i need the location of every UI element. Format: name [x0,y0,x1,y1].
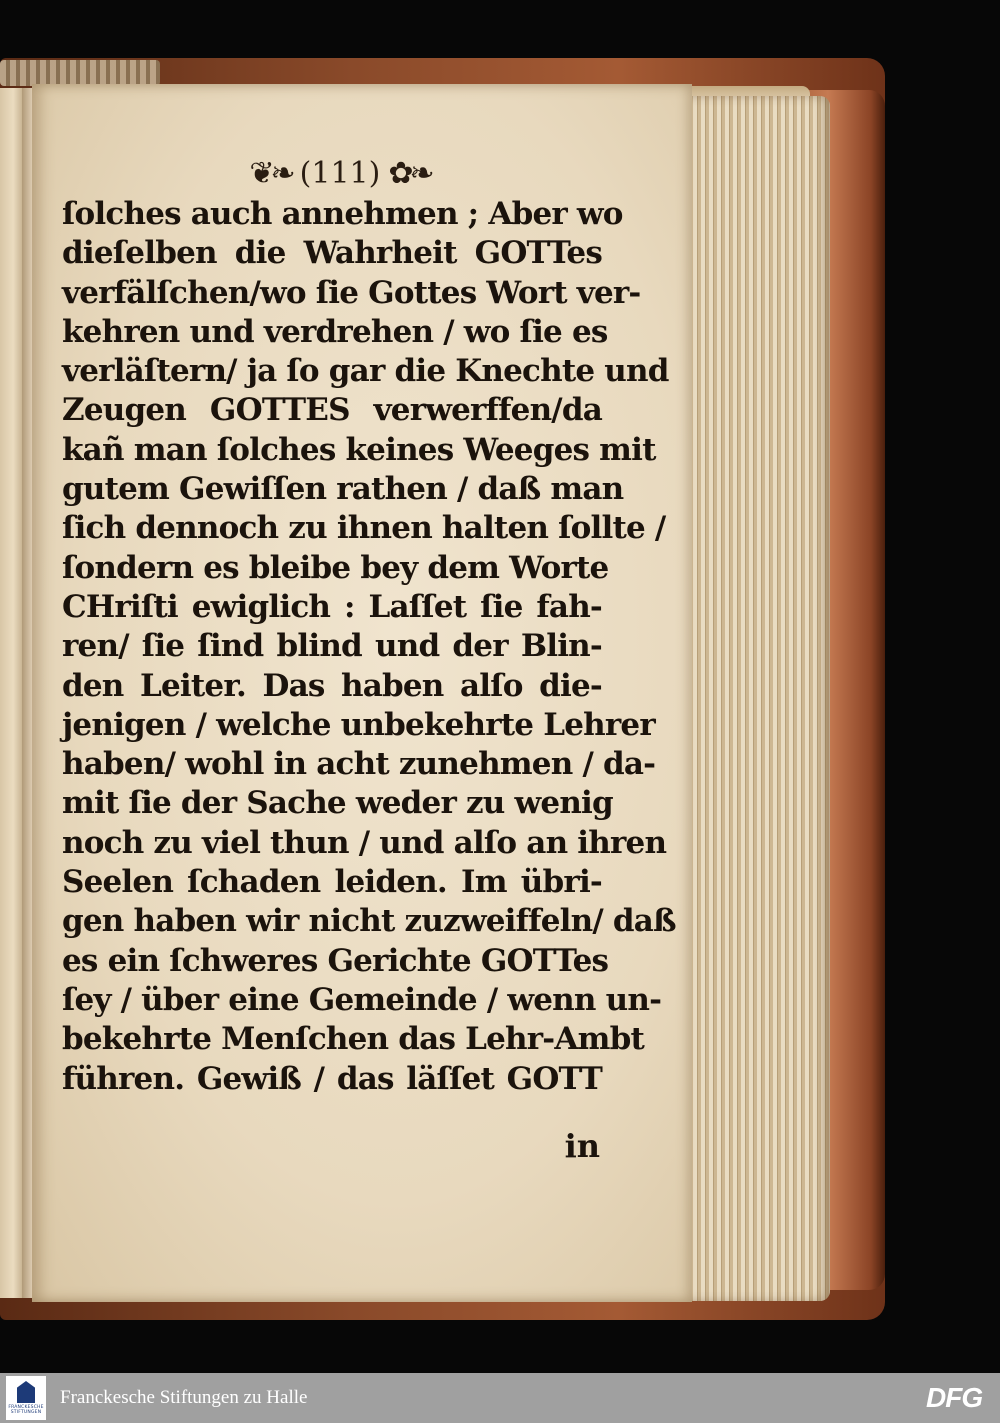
logo-text: FRANCKESCHE STIFTUNGEN [8,1405,44,1415]
text-line: dieſelben die Wahrheit GOTTes [62,235,602,272]
text-line: ſolches auch annehmen ; Aber wo [62,196,623,232]
text-line: kañ man ſolches keines Weeges mit [62,431,656,468]
text-line: ren/ ſie ſind blind und der Blin- [62,628,602,665]
text-line: den Leiter. Das haben alſo die- [62,667,602,704]
text-line: Seelen ſchaden leiden. Im übri- [62,864,602,901]
page-block-edge [690,96,830,1301]
book-headband [0,60,160,86]
text-line: führen. Gewiß / das läſſet GOTT [62,1060,602,1097]
text-line: verfälſchen/wo ſie Gottes Wort ver- [62,274,641,311]
text-line: kehren und verdrehen / wo ſie es [62,313,608,350]
logo-emblem [17,1381,35,1403]
text-line: haben/ wohl in acht zunehmen / da- [62,746,656,783]
text-line: ſondern es bleibe bey dem Worte [62,549,609,586]
text-line: Zeugen GOTTES verwerffen/da [62,392,602,429]
dfg-logo-icon[interactable]: DFG [926,1382,983,1413]
text-line: ſey / über eine Gemeinde / wenn un- [62,981,662,1018]
text-line: gutem Gewiſſen rathen / daß man [62,471,624,508]
page-number: (111) [299,155,381,191]
previous-page-edge [0,88,22,1298]
catchword: in [564,1127,600,1165]
rosette-ornament-icon: ✿❧ [388,155,431,191]
text-line: jenigen / welche unbekehrte Lehrer [62,706,655,743]
flourish-ornament-icon: ❦❧ [249,155,292,191]
text-line: CHriſti ewiglich : Laſſet ſie fah- [62,588,602,625]
institution-link[interactable]: Franckesche Stiftungen zu Halle [60,1387,308,1408]
text-line: gen haben wir nicht zuzweiffeln/ daß [62,903,676,940]
page-header [230,150,450,196]
text-line: mit ſie der Sache weder zu wenig [62,785,613,822]
book-gutter [22,88,32,1298]
text-line: verläſtern/ ja ſo gar die Knechte und [62,353,669,390]
text-line: noch zu viel thun / und alſo an ihren [62,824,667,861]
franckesche-stiftungen-logo-icon[interactable] [6,1376,46,1420]
text-line: bekehrte Menſchen das Lehr-Ambt [62,1021,645,1058]
page-text-block [62,195,676,1099]
text-line: ſich dennoch zu ihnen halten ſollte / [62,510,666,547]
text-line: es ein ſchweres Gerichte GOTTes [62,942,609,979]
